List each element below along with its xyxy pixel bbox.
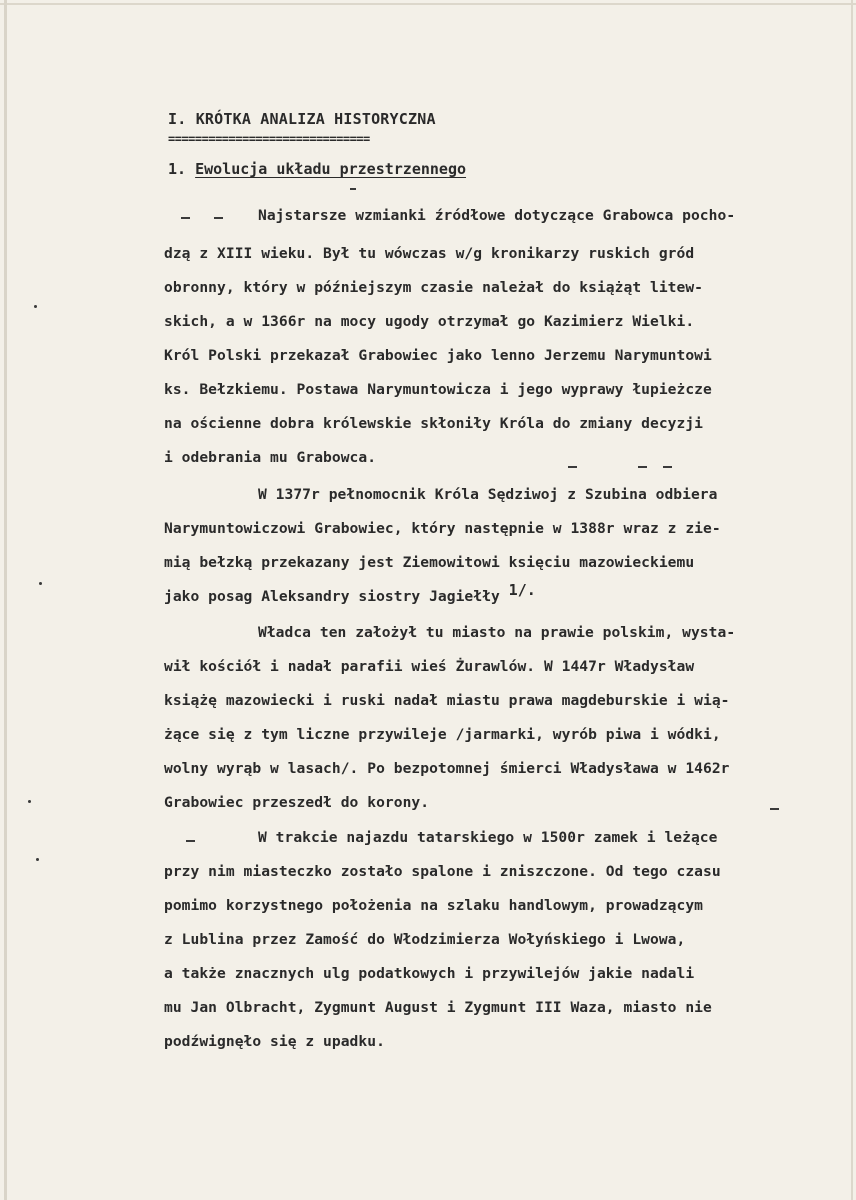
stray-dash — [638, 466, 647, 468]
paper-speck — [39, 582, 42, 585]
heading-double-rule: ============================== — [168, 132, 370, 146]
paragraph-2-line-2: Narymuntowiczowi Grabowiec, który następnie w 1388r wraz z zie- — [164, 520, 721, 537]
paragraph-2-line-3: mią bełzką przekazany jest Ziemowitowi księciu mazowieckiemu — [164, 554, 695, 571]
paragraph-2-line-1: W 1377r pełnomocnik Króla Sędziwoj z Szubina odbiera — [258, 486, 718, 503]
paragraph-1-line-5: Król Polski przekazał Grabowiec jako lenno Jerzemu Narymuntowi — [164, 347, 712, 364]
paragraph-1-line-7: na ościenne dobra królewskie skłoniły Króla do zmiany decyzji — [164, 415, 704, 432]
paragraph-3-line-1: Władca ten założył tu miasto na prawie polskim, wysta- — [258, 624, 736, 641]
page-edge-top — [0, 3, 856, 5]
paragraph-1-line-8: i odebrania mu Grabowca. — [164, 449, 377, 466]
paragraph-4-line-6: mu Jan Olbracht, Zygmunt August i Zygmunt III Waza, miasto nie — [164, 999, 712, 1016]
paper-speck — [36, 858, 39, 861]
paragraph-2-line-4-text: jako posag Aleksandry siostry Jagiełły — [164, 588, 500, 605]
paragraph-4-line-3: pomimo korzystnego położenia na szlaku handlowym, prowadzącym — [164, 897, 704, 914]
paragraph-1-line-3: obronny, który w późniejszym czasie należał do książąt litew- — [164, 279, 704, 296]
stray-dash — [770, 808, 779, 810]
section-title: Ewolucja układu przestrzennego — [195, 160, 467, 178]
paragraph-1-line-2: dzą z XIII wieku. Był tu wówczas w/g kronikarzy ruskich gród — [164, 245, 695, 262]
paragraph-4-line-4: z Lublina przez Zamość do Włodzimierza Wołyńskiego i Lwowa, — [164, 931, 686, 948]
paragraph-4-line-2: przy nim miasteczko zostało spalone i zniszczone. Od tego czasu — [164, 863, 721, 880]
stray-dash — [350, 188, 356, 190]
page-edge-left — [4, 0, 7, 1200]
stray-dash — [568, 466, 577, 468]
paragraph-2-line-4 — [164, 581, 536, 605]
paragraph-3-line-2: wił kościół i nadał parafii wieś Żurawlów. W 1447r Władysław — [164, 658, 695, 675]
page-edge-right — [851, 0, 853, 1200]
paragraph-4-line-7: podźwignęło się z upadku. — [164, 1033, 385, 1050]
stray-dash — [186, 840, 195, 842]
paragraph-1-line-4: skich, a w 1366r na mocy ugody otrzymał go Kazimierz Wielki. — [164, 313, 695, 330]
paragraph-1-line-1: Najstarsze wzmianki źródłowe dotyczące Grabowca pocho- — [258, 207, 736, 224]
chapter-heading: I. KRÓTKA ANALIZA HISTORYCZNA — [168, 110, 436, 128]
paragraph-3-line-6: Grabowiec przeszedł do korony. — [164, 794, 430, 811]
paper-speck — [34, 305, 37, 308]
paragraph-4-line-1: W trakcie najazdu tatarskiego w 1500r zamek i leżące — [258, 829, 718, 846]
paper-speck — [28, 800, 31, 803]
paragraph-3-line-5: wolny wyrąb w lasach/. Po bezpotomnej śmierci Władysława w 1462r — [164, 760, 730, 777]
section-number: 1. — [168, 160, 187, 178]
paragraph-1-line-6: ks. Bełzkiemu. Postawa Narymuntowicza i jego wyprawy łupieżcze — [164, 381, 712, 398]
stray-dash — [663, 466, 672, 468]
paragraph-3-line-4: żące się z tym liczne przywileje /jarmarki, wyrób piwa i wódki, — [164, 726, 721, 743]
paragraph-3-line-3: książę mazowiecki i ruski nadał miastu prawa magdeburskie i wią- — [164, 692, 730, 709]
paragraph-4-line-5: a także znacznych ulg podatkowych i przywilejów jakie nadali — [164, 965, 695, 982]
stray-dash — [181, 217, 190, 219]
stray-dash — [214, 217, 223, 219]
section-heading — [168, 160, 466, 178]
footnote-reference: 1/. — [508, 581, 536, 600]
